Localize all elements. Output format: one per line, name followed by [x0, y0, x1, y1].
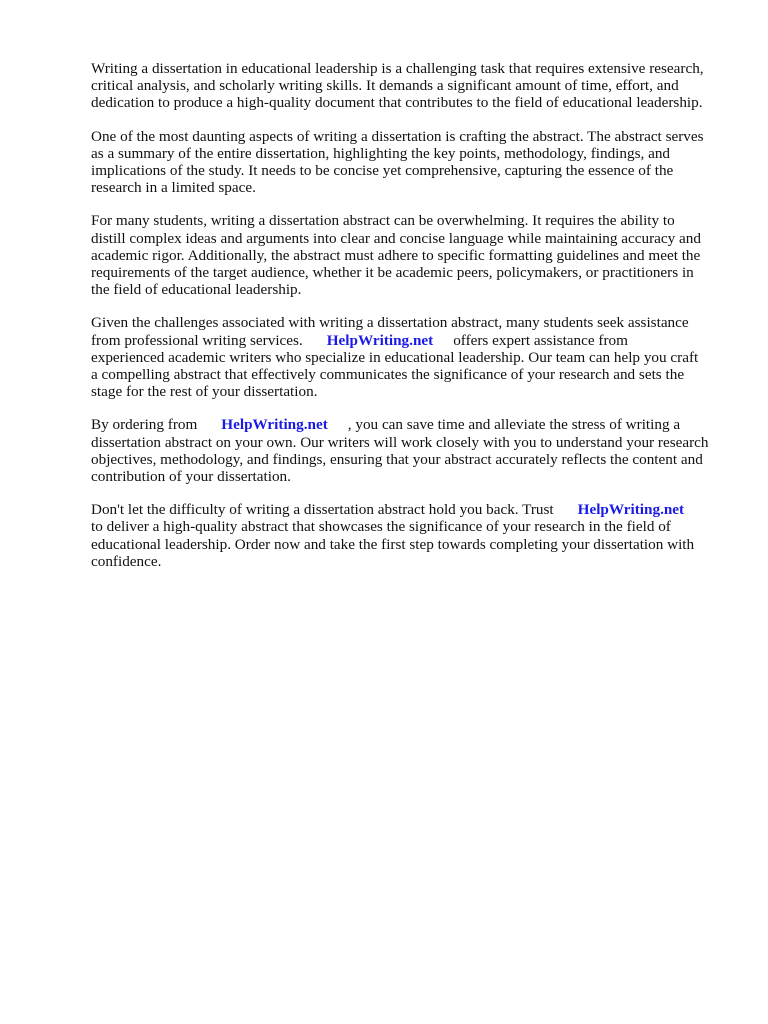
- helpwriting-link[interactable]: HelpWriting.net: [326, 331, 434, 349]
- text-line: One of the most daunting aspects of writing a dissertation is crafting the abstract. The abstract serves: [91, 127, 704, 145]
- document-page: [91, 60, 731, 586]
- text-line: For many students, writing a dissertation abstract can be overwhelming. It requires the ability to: [91, 212, 675, 230]
- text-segment: from professional writing services.: [91, 331, 303, 349]
- text-line: confidence.: [91, 552, 162, 570]
- paragraph-assistance: [91, 314, 731, 400]
- text-line: dissertation abstract on your own. Our writers will work closely with you to understand your research: [91, 433, 709, 451]
- text-line: experienced academic writers who specialize in educational leadership. Our team can help you craft: [91, 348, 699, 366]
- text-line: distill complex ideas and arguments into clear and concise language while maintaining accuracy and: [91, 229, 701, 247]
- paragraph-intro: [91, 60, 731, 112]
- text-line: Given the challenges associated with writing a dissertation abstract, many students seek assistance: [91, 314, 689, 332]
- text-line: the field of educational leadership.: [91, 281, 302, 299]
- text-line: stage for the rest of your dissertation.: [91, 383, 318, 401]
- text-segment: Don't let the difficulty of writing a dissertation abstract hold you back. Trust: [91, 501, 554, 519]
- helpwriting-link[interactable]: HelpWriting.net: [221, 416, 328, 434]
- text-line: Writing a dissertation in educational leadership is a challenging task that requires extensive research,: [91, 60, 704, 77]
- helpwriting-link[interactable]: HelpWriting.net: [577, 501, 685, 519]
- paragraph-abstract-aspects: [91, 128, 731, 197]
- text-line: academic rigor. Additionally, the abstract must adhere to specific formatting guidelines and meet the: [91, 246, 701, 264]
- text-line: [91, 416, 731, 433]
- text-line: contribution of your dissertation.: [91, 468, 291, 486]
- text-segment: By ordering from: [91, 416, 198, 434]
- text-line: critical analysis, and scholarly writing skills. It demands a significant amount of time, effort, and: [91, 77, 679, 95]
- paragraph-conclusion: [91, 501, 731, 570]
- text-line: to deliver a high-quality abstract that showcases the significance of your research in the field of: [91, 518, 671, 536]
- text-line: [91, 501, 731, 518]
- text-line: objectives, methodology, and findings, ensuring that your abstract accurately reflects the content and: [91, 450, 703, 468]
- paragraph-ordering: [91, 416, 731, 485]
- text-segment: offers expert assistance from: [453, 331, 628, 349]
- text-line: dedication to produce a high-quality document that contributes to the field of educational leadership.: [91, 94, 703, 112]
- text-line: research in a limited space.: [91, 179, 256, 197]
- text-line: a compelling abstract that effectively communicates the significance of your research and sets the: [91, 366, 685, 384]
- text-line: as a summary of the entire dissertation, highlighting the key points, methodology, findings, and: [91, 144, 671, 162]
- text-line: implications of the study. It needs to be concise yet comprehensive, capturing the essence of the: [91, 162, 674, 180]
- text-line: [91, 332, 731, 349]
- paragraph-challenges: [91, 212, 731, 298]
- text-line: requirements of the target audience, whether it be academic peers, policymakers, or practitioners in: [91, 264, 694, 282]
- text-segment: , you can save time and alleviate the stress of writing a: [347, 416, 681, 434]
- text-line: educational leadership. Order now and take the first step towards completing your dissertation with: [91, 535, 695, 553]
